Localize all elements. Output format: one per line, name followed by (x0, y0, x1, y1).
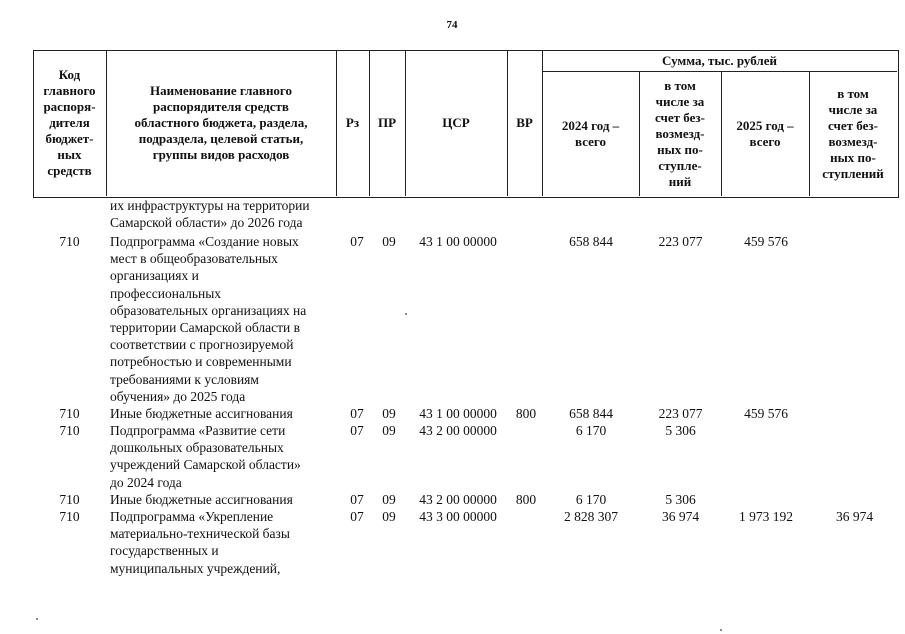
header-2024-free: в том числе за счет без- возмезд- ных по- ступле- ний (655, 77, 705, 189)
header-code: Код главного распоря- дителя бюджет- ных средств (43, 67, 96, 178)
row-csr: 43 1 00 00000 (419, 234, 497, 249)
row-free-2024: 223 077 (658, 234, 703, 249)
row-name: Подпрограмма «Укрепление материально-технической базы государственных и муниципальных учреждений, (110, 509, 290, 576)
row-csr: 43 2 00 00000 (419, 423, 497, 438)
header-csr: ЦСР (442, 115, 470, 130)
header-vr: ВР (516, 115, 533, 130)
row-code: 710 (59, 492, 80, 507)
scan-speck (720, 629, 722, 631)
row-csr: 43 3 00 00000 (419, 509, 497, 524)
table-header (33, 50, 899, 196)
header-2025-total: 2025 год – всего (736, 117, 794, 149)
row-free-2024: 36 974 (661, 509, 700, 524)
header-name: Наименование главного распорядителя средств областного бюджета, раздела, подраздела, целевой статьи, группы видов расходов (134, 83, 308, 162)
row-rz: 07 (350, 406, 364, 421)
row-pr: 09 (382, 406, 396, 421)
row-rz: 07 (350, 492, 364, 507)
row-name: Иные бюджетные ассигнования (110, 406, 293, 421)
row-csr: 43 1 00 00000 (419, 406, 497, 421)
row-name: Подпрограмма «Развитие сети дошкольных образовательных учреждений Самарской области» до 2024 года (110, 423, 301, 490)
row-csr: 43 2 00 00000 (419, 492, 497, 507)
scan-speck (36, 618, 38, 620)
row-rz: 07 (350, 234, 364, 249)
row-code: 710 (59, 423, 80, 438)
header-sum-group: Сумма, тыс. рублей (662, 52, 777, 68)
page-number: 74 (446, 19, 458, 31)
row-free-2024: 5 306 (665, 423, 696, 438)
header-rz: Рз (345, 115, 360, 130)
header-2024-total: 2024 год – всего (561, 117, 620, 149)
row-vr: 800 (515, 492, 537, 507)
row-sum-2024: 658 844 (569, 406, 613, 421)
row-vr: 800 (515, 406, 537, 421)
header-pr: ПР (377, 115, 397, 130)
row-rz: 07 (350, 423, 364, 438)
row-pr: 09 (382, 492, 396, 507)
row-free-2025: 36 974 (835, 509, 874, 524)
row-code: 710 (59, 234, 80, 249)
scan-speck (405, 313, 407, 315)
row-sum-2024: 2 828 307 (564, 509, 618, 524)
row-code: 710 (59, 406, 80, 421)
row-sum-2025: 459 576 (744, 406, 788, 421)
row-free-2024: 5 306 (665, 492, 696, 507)
row-pr: 09 (382, 423, 396, 438)
row-sum-2024: 658 844 (569, 234, 613, 249)
row-free-2024: 223 077 (658, 406, 703, 421)
row-sum-2024: 6 170 (575, 423, 607, 438)
row-code: 710 (59, 509, 80, 524)
row-sum-2024: 6 170 (575, 492, 607, 507)
row-name: Иные бюджетные ассигнования (110, 492, 293, 507)
row-pr: 09 (382, 509, 396, 524)
row-name: Подпрограмма «Создание новых мест в общеобразовательных организациях и профессиональных образовательных организациях на территории Самарской области в соответствии с прогнозируемой потребностью и современными требованиями к условиям обучения» до 2025 года (110, 234, 307, 404)
row-rz: 07 (350, 509, 364, 524)
header-2025-free: в том числе за счет без- возмезд- ных по- ступлений (822, 85, 884, 181)
row-sum-2025: 1 973 192 (739, 509, 793, 524)
row-name: их инфраструктуры на территории Самарской области» до 2026 года (110, 198, 310, 231)
row-sum-2025: 459 576 (744, 234, 788, 249)
row-pr: 09 (382, 234, 396, 249)
